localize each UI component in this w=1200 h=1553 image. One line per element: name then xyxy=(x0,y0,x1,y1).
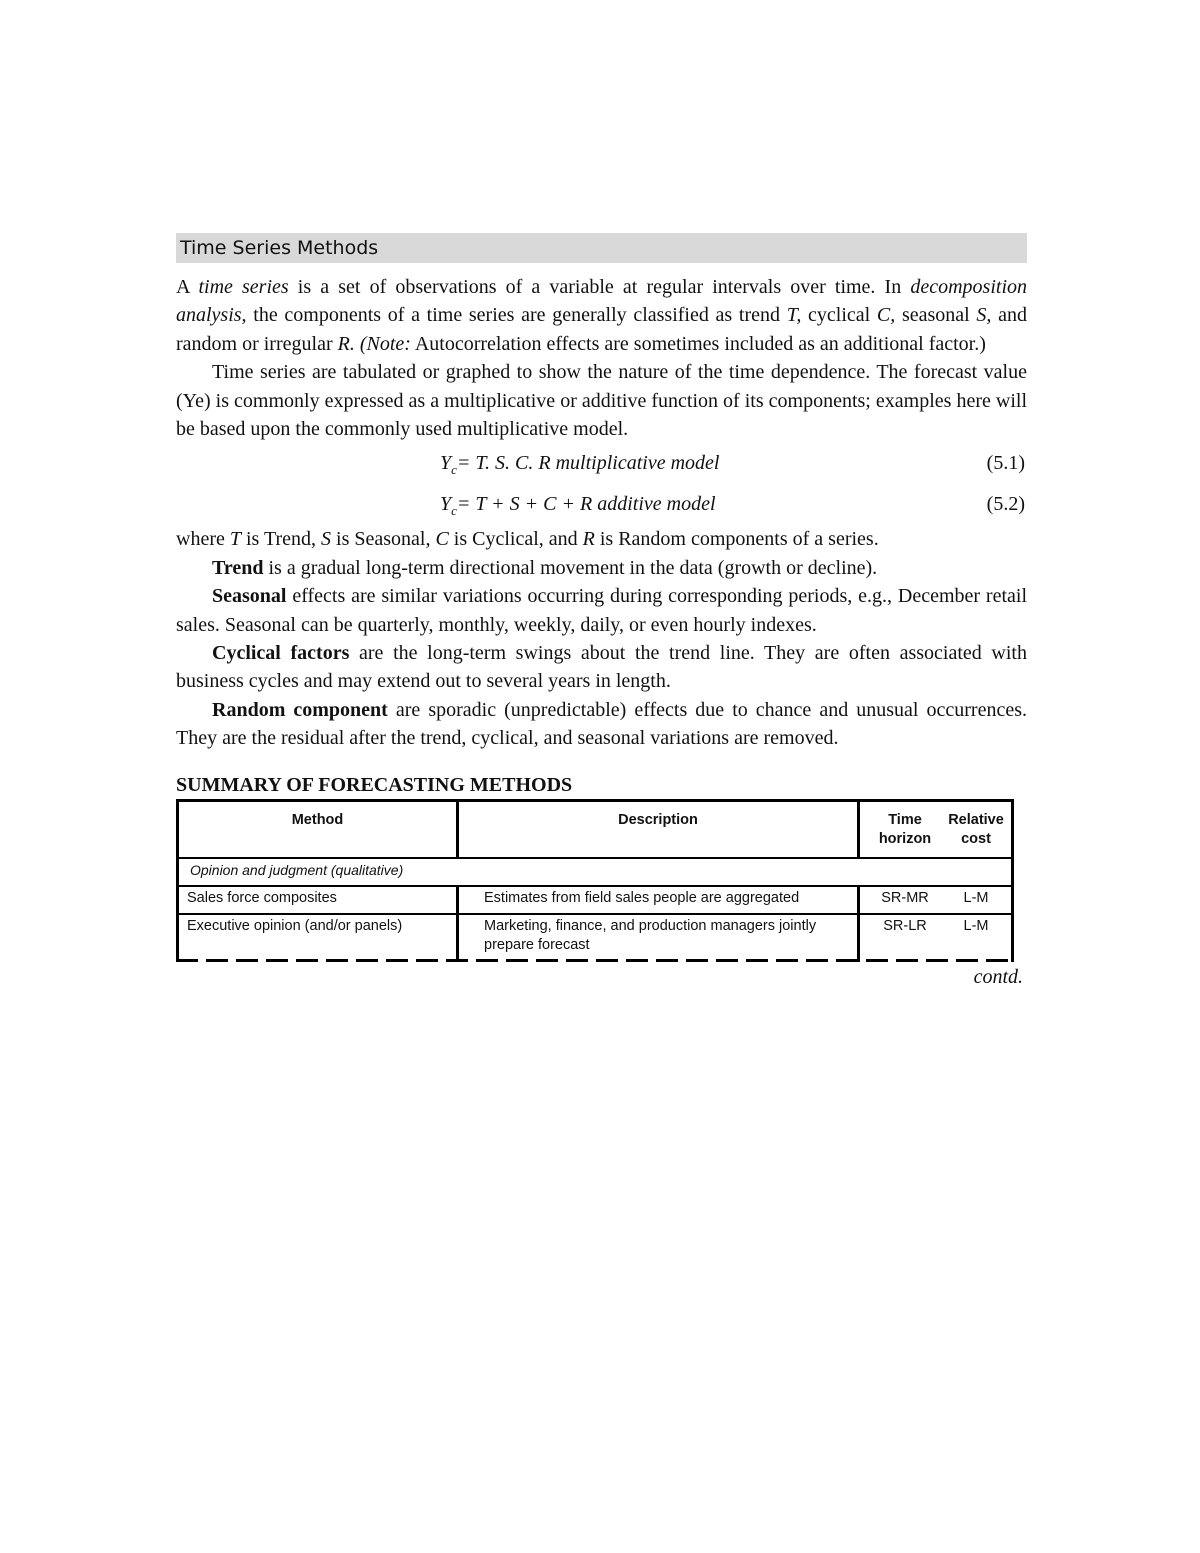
definition-cyclical xyxy=(176,639,1027,696)
header-description: Description xyxy=(618,811,698,828)
row-description: Estimates from field sales people are aggregated xyxy=(484,889,800,906)
equation-number: (5.2) xyxy=(986,493,1025,516)
definition-term: Trend xyxy=(212,556,264,579)
header-method: Method xyxy=(291,811,344,828)
eq-rhs: = T. S. C. R multiplicative model xyxy=(456,452,720,475)
definition-text: are the long-term swings about the trend line. They are often associated with business cycles and may extend out to several years in length. xyxy=(176,642,1027,693)
text-run: is Trend, xyxy=(240,528,322,551)
row-relative-cost: L-M xyxy=(963,917,989,934)
intro-paragraph xyxy=(176,273,1027,358)
definition-text: is a gradual long-term directional movement in the data (growth or decline). xyxy=(263,556,878,579)
symbol-c: C xyxy=(435,528,449,551)
definition-text: are sporadic (unpredictable) effects due to chance and unusual occurrences. They are the residual after the trend, cyclical, and seasonal variations are removed. xyxy=(176,698,1028,750)
row-description: Marketing, finance, and production managers jointly prepare forecast xyxy=(484,917,817,953)
symbol-t: T xyxy=(229,528,241,551)
definition-text: effects are similar variations occurring during corresponding periods, e.g., December retail sales. Seasonal can be quarterly, monthly, weekly, daily, or even hourly indexes. xyxy=(176,585,1027,636)
group-label: Opinion and judgment (qualitative) xyxy=(190,861,404,878)
forecasting-methods-table xyxy=(176,799,1014,962)
header-time-horizon xyxy=(860,811,950,849)
summary-title: SUMMARY OF FORECASTING METHODS xyxy=(176,773,573,796)
table-border-top xyxy=(176,799,1014,802)
eq-subscript: c xyxy=(451,462,457,478)
section-title: Time Series Methods xyxy=(176,233,1027,263)
definition-term: Seasonal xyxy=(212,585,287,608)
definition-term: Cyclical factors xyxy=(212,642,350,665)
header-time-line1: Time xyxy=(888,811,922,828)
eq-lhs: Y xyxy=(440,493,452,516)
header-relative-cost xyxy=(938,811,1014,849)
row-relative-cost: L-M xyxy=(963,889,989,906)
term-decomposition-analysis: decomposition analysis, xyxy=(176,276,1027,327)
text-run: seasonal xyxy=(895,304,977,327)
definition-term: Random component xyxy=(212,698,388,721)
table-row-rule xyxy=(176,913,1014,915)
equation-additive xyxy=(176,484,1027,525)
definition-trend xyxy=(176,554,1027,582)
equation-multiplicative xyxy=(176,443,1027,484)
text-run: and random or irregular xyxy=(176,304,1027,355)
text-run: is Random components of a series. xyxy=(594,528,879,551)
header-cost-line2: cost xyxy=(961,830,991,847)
contd-row xyxy=(176,962,1027,992)
definition-random xyxy=(176,696,1027,753)
symbol-s: S, xyxy=(976,304,992,327)
row-method: Sales force composites xyxy=(187,889,337,906)
text-run: is Seasonal, xyxy=(331,528,436,551)
continued-label: contd. xyxy=(973,965,1023,988)
header-cost-line1: Relative xyxy=(948,811,1004,828)
eq-rhs: = T + S + C + R additive model xyxy=(456,493,716,516)
row-method: Executive opinion (and/or panels) xyxy=(187,917,403,934)
eq-subscript: c xyxy=(451,503,457,519)
symbol-s: S xyxy=(321,528,332,551)
eq-lhs: Y xyxy=(440,452,452,475)
text-run: is Cyclical, and xyxy=(448,528,583,551)
text-run: Autocorrelation effects are sometimes included as an additional factor.) xyxy=(410,332,986,355)
model-paragraph: Time series are tabulated or graphed to show the nature of the time dependence. The forecast value (Ye) is commonly expressed as a multiplicative or additive function of its components; examples here will be based upon the commonly used multiplicative model. xyxy=(176,361,1027,441)
equation-number: (5.1) xyxy=(986,452,1025,475)
text-run: the components of a time series are generally classified as trend xyxy=(246,304,787,327)
text-run: A xyxy=(176,276,199,298)
table-group-rule xyxy=(176,885,1014,887)
symbol-r: R xyxy=(582,528,595,551)
document-page xyxy=(176,233,1027,992)
table-divider-method-body xyxy=(456,885,459,962)
table-header-rule xyxy=(176,857,1014,859)
row-time-horizon: SR-MR xyxy=(881,889,929,906)
symbol-r: R. xyxy=(337,332,355,355)
row-time-horizon: SR-LR xyxy=(883,917,927,934)
definition-seasonal xyxy=(176,582,1027,639)
text-run: is a set of observations of a variable at regular intervals over time. In xyxy=(288,276,911,298)
symbol-t: T, xyxy=(786,304,802,327)
header-time-line2: horizon xyxy=(878,830,932,847)
term-time-series: time series xyxy=(198,276,289,298)
text-run: cyclical xyxy=(801,304,877,327)
text-run: where xyxy=(176,528,230,551)
symbol-c: C, xyxy=(876,304,896,327)
equation-text xyxy=(440,443,719,490)
note-label: (Note: xyxy=(354,332,411,355)
equation-text xyxy=(440,484,716,531)
